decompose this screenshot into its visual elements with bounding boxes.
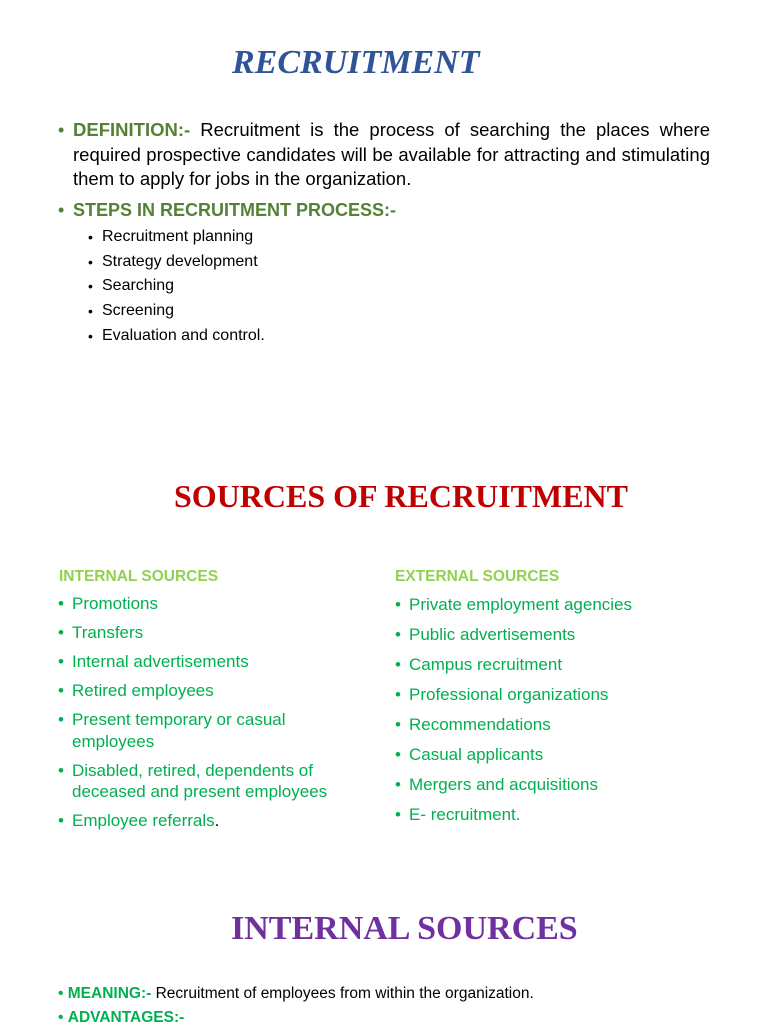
step-item: • Evaluation and control. (88, 326, 265, 344)
internal-source-item: • Present temporary or casual employees (58, 710, 286, 751)
step-item: • Searching (88, 277, 175, 295)
external-source-item: • Mergers and acquisitions (395, 775, 598, 794)
bullet: • (58, 200, 65, 220)
external-source-item: • Professional organizations (395, 685, 609, 704)
external-source-item: • Private employment agencies (395, 595, 633, 614)
slide2-title: SOURCES OF RECRUITMENT (174, 478, 628, 514)
external-source-item: • Casual applicants (395, 745, 544, 764)
definition-paragraph (58, 118, 710, 192)
external-source-item: • Campus recruitment (395, 655, 563, 674)
bullet: • (58, 120, 65, 140)
definition-text: Recruitment is the process of searching the places where required prospective candidates will be available for attracting and stimulating them to apply for jobs in the organization. (73, 119, 710, 189)
external-source-item: • Recommendations (395, 715, 551, 734)
step-item: • Recruitment planning (88, 228, 254, 245)
external-sources-list (395, 594, 755, 826)
external-heading: EXTERNAL SOURCES (395, 568, 560, 585)
steps-list (88, 225, 265, 349)
step-item: • Strategy development (88, 252, 258, 270)
internal-source-item: • Employee referrals. (58, 811, 220, 830)
internal-source-item: • Retired employees (58, 681, 214, 700)
external-source-item: • E- recruitment. (395, 805, 521, 824)
steps-heading (58, 198, 396, 222)
internal-source-item: • Internal advertisements (58, 652, 249, 671)
meaning-row: • MEANING:- Recruitment of employees from within the organization. (58, 985, 534, 1002)
slide3-title: INTERNAL SOURCES (231, 910, 578, 947)
internal-sources-list (58, 593, 358, 832)
advantages-label: ADVANTAGES:- (67, 1009, 185, 1026)
advantages-row: • ADVANTAGES:- (58, 1009, 185, 1026)
internal-source-item: • Promotions (58, 594, 158, 613)
internal-source-item: • Disabled, retired, dependents of deceased and present employees (58, 760, 328, 801)
internal-source-item: • Transfers (58, 623, 144, 642)
step-item: • Screening (88, 302, 175, 320)
meaning-label: MEANING:- (67, 985, 152, 1002)
meaning-text: Recruitment of employees from within the organization. (155, 985, 534, 1002)
external-source-item: • Public advertisements (395, 625, 576, 644)
definition-label: DEFINITION:- (73, 119, 191, 140)
internal-heading: INTERNAL SOURCES (59, 568, 219, 585)
steps-label: STEPS IN RECRUITMENT PROCESS:- (73, 200, 397, 220)
slide1-title: RECRUITMENT (232, 44, 480, 81)
